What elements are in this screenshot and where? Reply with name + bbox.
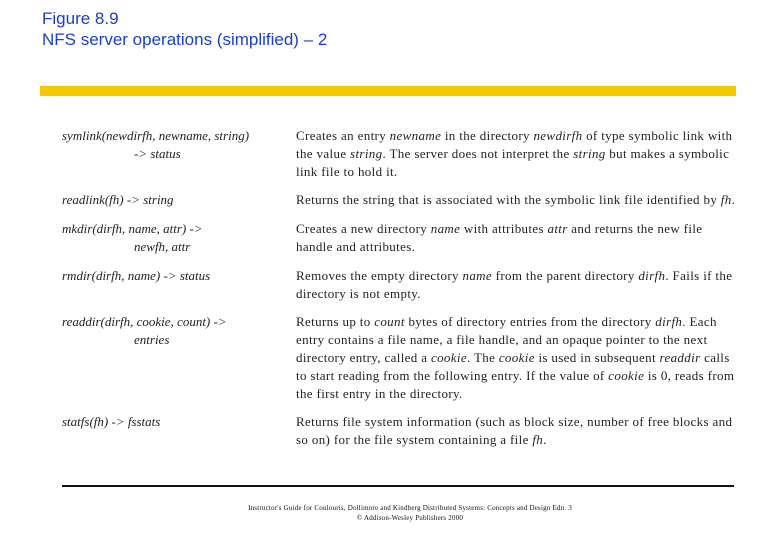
description-term: fh [720, 192, 732, 208]
signature-line: readdir(dirfh, cookie, count) -> [62, 314, 227, 330]
description-text: . Fails if the directory is not empty. [296, 267, 733, 301]
description-text: Creates an entry [296, 128, 390, 143]
operation-signature [62, 220, 296, 256]
description-text: is used in subsequent [534, 349, 660, 365]
operation-signature [62, 267, 296, 303]
description-text: . [731, 192, 736, 208]
description-term: count [374, 314, 405, 330]
description-text: bytes of directory entries from the directory [404, 314, 656, 330]
signature-line: readlink(fh) -> string [62, 192, 174, 208]
description-text: with attributes [460, 221, 548, 237]
description-text: is 0, reads from the first entry in the directory. [296, 367, 735, 401]
operation-signature [62, 413, 296, 449]
operation-signature [62, 313, 296, 402]
description-text: . Each entry contains a file name, a file handle, and an opaque pointer to the next directory entry, called a [296, 314, 717, 365]
operation-description [296, 220, 736, 256]
signature-return: -> status [134, 145, 181, 161]
operation-description [296, 413, 736, 449]
table-row [62, 313, 738, 402]
description-term: dirfh [638, 267, 666, 283]
description-term: name [462, 267, 493, 283]
figure-caption: NFS server operations (simplified) – 2 [42, 30, 328, 49]
figure-title [42, 8, 327, 50]
signature-line: statfs(fh) -> fsstats [62, 414, 161, 430]
signature-line: mkdir(dirfh, name, attr) -> [62, 221, 203, 237]
figure-number: Figure 8.9 [42, 9, 119, 28]
signature-line: rmdir(dirfh, name) -> status [62, 267, 211, 283]
operation-signature [62, 127, 296, 180]
description-text: Returns the string that is associated with the symbolic link file identified by [296, 192, 721, 208]
description-text: . [543, 432, 547, 448]
description-text: in the directory [441, 128, 534, 143]
operation-description [296, 267, 736, 303]
footer [0, 503, 780, 523]
description-text: Returns file system information (such as block size, number of free blocks and so on) for the file system containing a file [296, 414, 733, 448]
operation-description [296, 127, 736, 180]
description-text: calls to start reading from the following entry. If the value of [296, 349, 730, 383]
description-term: cookie [430, 349, 467, 365]
description-text: Returns up to [296, 314, 375, 330]
description-text: Removes the empty directory [296, 267, 463, 283]
footer-copyright: © Addison-Wesley Publishers 2000 [356, 514, 464, 522]
description-term: name [430, 221, 461, 237]
table-row [62, 267, 738, 303]
description-text: . The [466, 349, 499, 365]
signature-line: symlink(newdirfh, newname, string) [62, 128, 250, 143]
table-row [62, 413, 738, 449]
operations-table [62, 127, 738, 460]
description-term: newdirfh [533, 128, 583, 143]
table-row [62, 191, 738, 209]
description-text: from the parent directory [492, 267, 639, 283]
description-term: fh [532, 432, 544, 448]
operation-signature [62, 191, 296, 209]
description-term: string [350, 145, 383, 161]
table-row [62, 220, 738, 256]
operation-description [296, 313, 736, 402]
description-term: attr [547, 221, 568, 237]
description-text: and returns the new file handle and attributes. [296, 221, 703, 254]
description-term: cookie [608, 367, 645, 383]
description-term: readdir [659, 349, 701, 365]
footer-credit: Instructor's Guide for Coulouris, Dollimore and Kindberg Distributed Systems: Concepts and Design Edn. 3 [248, 504, 572, 512]
operation-description [296, 191, 736, 209]
table-row [62, 127, 738, 180]
footer-rule [62, 485, 734, 487]
description-text: . The server does not interpret the [382, 145, 574, 161]
description-term: string [573, 145, 606, 161]
description-text: Creates a new directory [296, 221, 431, 237]
description-text: of type symbolic link with the value [296, 128, 733, 161]
signature-return: entries [134, 331, 170, 347]
signature-return: newfh, attr [134, 238, 191, 254]
accent-bar [40, 86, 736, 96]
description-term: cookie [498, 349, 535, 365]
description-term: dirfh [655, 314, 683, 330]
description-term: newname [389, 128, 442, 143]
description-text: but makes a symbolic link file to hold it. [296, 145, 730, 179]
